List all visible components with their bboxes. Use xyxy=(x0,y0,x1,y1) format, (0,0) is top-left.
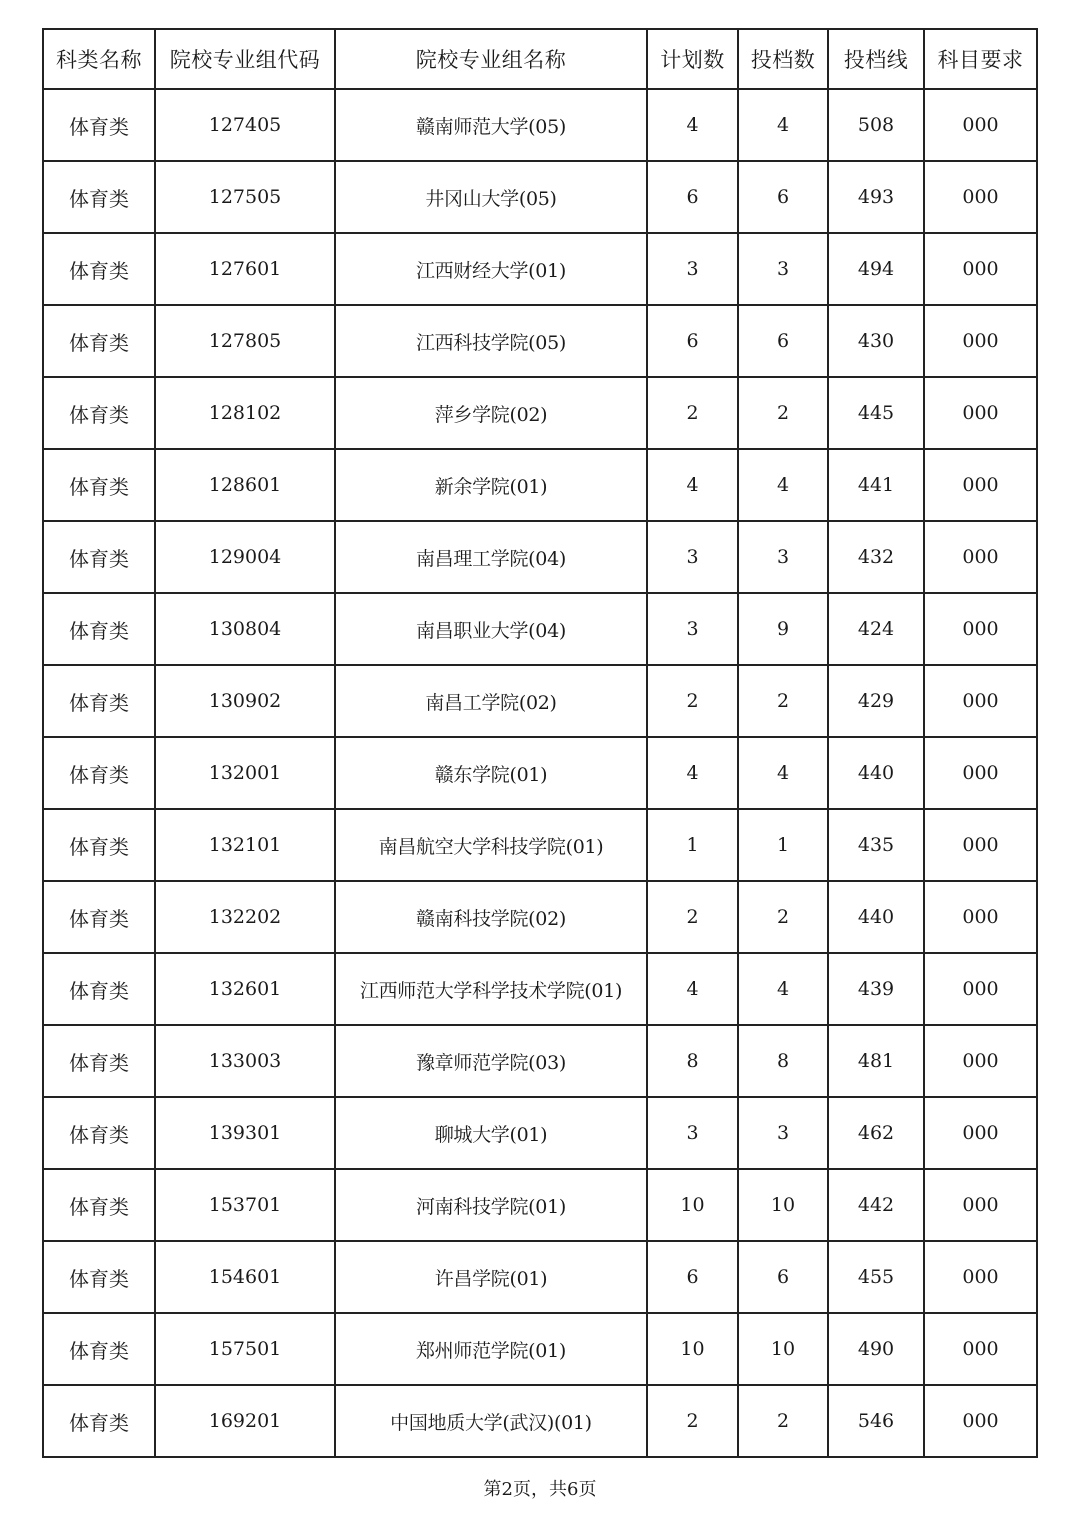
admit-score-cell: 435 xyxy=(828,809,924,881)
table-row xyxy=(43,881,1037,953)
category-cell: 体育类 xyxy=(43,89,155,161)
category-cell: 体育类 xyxy=(43,881,155,953)
group-name-cell: 赣东学院(01) xyxy=(335,737,647,809)
plan-count-cell: 3 xyxy=(647,593,738,665)
subject-req-cell: 000 xyxy=(924,161,1037,233)
admit-score-cell: 481 xyxy=(828,1025,924,1097)
group-name-cell: 江西师范大学科学技术学院(01) xyxy=(335,953,647,1025)
category-cell: 体育类 xyxy=(43,161,155,233)
category-cell: 体育类 xyxy=(43,1241,155,1313)
admit-count-cell: 10 xyxy=(738,1313,828,1385)
admit-score-cell: 546 xyxy=(828,1385,924,1457)
category-cell: 体育类 xyxy=(43,521,155,593)
admit-count-cell: 3 xyxy=(738,521,828,593)
admit-count-cell: 4 xyxy=(738,449,828,521)
page-footer: 第2页，共6页 xyxy=(483,1479,597,1500)
group-code-cell: 132202 xyxy=(155,881,335,953)
admit-score-cell: 490 xyxy=(828,1313,924,1385)
subject-req-cell: 000 xyxy=(924,305,1037,377)
table-row xyxy=(43,89,1037,161)
subject-req-cell: 000 xyxy=(924,953,1037,1025)
group-code-cell: 127805 xyxy=(155,305,335,377)
category-cell: 体育类 xyxy=(43,953,155,1025)
subject-req-cell: 000 xyxy=(924,737,1037,809)
group-name-cell: 江西科技学院(05) xyxy=(335,305,647,377)
group-code-cell: 130902 xyxy=(155,665,335,737)
admit-score-cell: 430 xyxy=(828,305,924,377)
admit-score-cell: 440 xyxy=(828,881,924,953)
admit-count-cell: 6 xyxy=(738,161,828,233)
admit-count-cell: 4 xyxy=(738,737,828,809)
subject-req-cell: 000 xyxy=(924,89,1037,161)
group-name-cell: 河南科技学院(01) xyxy=(335,1169,647,1241)
admit-count-cell: 2 xyxy=(738,665,828,737)
group-code-cell: 139301 xyxy=(155,1097,335,1169)
group-name-cell: 南昌航空大学科技学院(01) xyxy=(335,809,647,881)
table-row xyxy=(43,737,1037,809)
table-row xyxy=(43,1385,1037,1457)
admit-count-cell: 2 xyxy=(738,377,828,449)
plan-count-cell: 2 xyxy=(647,665,738,737)
table-row xyxy=(43,953,1037,1025)
admit-count-cell: 9 xyxy=(738,593,828,665)
category-cell: 体育类 xyxy=(43,593,155,665)
group-code-cell: 132001 xyxy=(155,737,335,809)
header-row xyxy=(43,29,1037,89)
plan-count-cell: 10 xyxy=(647,1313,738,1385)
group-name-cell: 赣南科技学院(02) xyxy=(335,881,647,953)
plan-count-cell: 10 xyxy=(647,1169,738,1241)
admit-count-cell: 4 xyxy=(738,953,828,1025)
plan-count-cell: 3 xyxy=(647,1097,738,1169)
subject-req-cell: 000 xyxy=(924,1313,1037,1385)
admit-count-cell: 2 xyxy=(738,881,828,953)
category-cell: 体育类 xyxy=(43,665,155,737)
admit-score-cell: 439 xyxy=(828,953,924,1025)
plan-count-cell: 4 xyxy=(647,449,738,521)
plan-count-cell: 4 xyxy=(647,89,738,161)
admit-score-cell: 508 xyxy=(828,89,924,161)
category-cell: 体育类 xyxy=(43,1097,155,1169)
plan-count-cell: 4 xyxy=(647,953,738,1025)
subject-req-cell: 000 xyxy=(924,1097,1037,1169)
subject-req-cell: 000 xyxy=(924,665,1037,737)
header-category: 科类名称 xyxy=(43,29,155,89)
group-name-cell: 许昌学院(01) xyxy=(335,1241,647,1313)
table-row xyxy=(43,305,1037,377)
table-body xyxy=(43,89,1037,1457)
admit-score-cell: 429 xyxy=(828,665,924,737)
group-code-cell: 130804 xyxy=(155,593,335,665)
admit-count-cell: 2 xyxy=(738,1385,828,1457)
header-subject-req: 科目要求 xyxy=(924,29,1037,89)
plan-count-cell: 3 xyxy=(647,233,738,305)
subject-req-cell: 000 xyxy=(924,377,1037,449)
subject-req-cell: 000 xyxy=(924,809,1037,881)
admit-score-cell: 441 xyxy=(828,449,924,521)
group-name-cell: 萍乡学院(02) xyxy=(335,377,647,449)
plan-count-cell: 3 xyxy=(647,521,738,593)
table-row xyxy=(43,809,1037,881)
table-row xyxy=(43,593,1037,665)
admit-score-cell: 455 xyxy=(828,1241,924,1313)
subject-req-cell: 000 xyxy=(924,1241,1037,1313)
admit-score-cell: 440 xyxy=(828,737,924,809)
group-name-cell: 井冈山大学(05) xyxy=(335,161,647,233)
plan-count-cell: 2 xyxy=(647,1385,738,1457)
category-cell: 体育类 xyxy=(43,1025,155,1097)
table-row xyxy=(43,1241,1037,1313)
group-code-cell: 129004 xyxy=(155,521,335,593)
category-cell: 体育类 xyxy=(43,1385,155,1457)
admit-score-cell: 442 xyxy=(828,1169,924,1241)
plan-count-cell: 2 xyxy=(647,881,738,953)
admit-count-cell: 8 xyxy=(738,1025,828,1097)
group-code-cell: 154601 xyxy=(155,1241,335,1313)
admit-score-cell: 445 xyxy=(828,377,924,449)
plan-count-cell: 4 xyxy=(647,737,738,809)
table-row xyxy=(43,1025,1037,1097)
subject-req-cell: 000 xyxy=(924,1385,1037,1457)
category-cell: 体育类 xyxy=(43,233,155,305)
group-code-cell: 133003 xyxy=(155,1025,335,1097)
group-code-cell: 127505 xyxy=(155,161,335,233)
category-cell: 体育类 xyxy=(43,305,155,377)
table-row xyxy=(43,665,1037,737)
admit-count-cell: 1 xyxy=(738,809,828,881)
header-group-name: 院校专业组名称 xyxy=(335,29,647,89)
table-row xyxy=(43,1097,1037,1169)
header-admit-count: 投档数 xyxy=(738,29,828,89)
group-code-cell: 132101 xyxy=(155,809,335,881)
plan-count-cell: 6 xyxy=(647,1241,738,1313)
category-cell: 体育类 xyxy=(43,377,155,449)
subject-req-cell: 000 xyxy=(924,593,1037,665)
plan-count-cell: 6 xyxy=(647,161,738,233)
group-code-cell: 157501 xyxy=(155,1313,335,1385)
header-group-code: 院校专业组代码 xyxy=(155,29,335,89)
category-cell: 体育类 xyxy=(43,809,155,881)
group-code-cell: 127405 xyxy=(155,89,335,161)
admit-count-cell: 6 xyxy=(738,1241,828,1313)
subject-req-cell: 000 xyxy=(924,881,1037,953)
table-row xyxy=(43,1313,1037,1385)
subject-req-cell: 000 xyxy=(924,233,1037,305)
group-code-cell: 128601 xyxy=(155,449,335,521)
plan-count-cell: 1 xyxy=(647,809,738,881)
group-name-cell: 赣南师范大学(05) xyxy=(335,89,647,161)
plan-count-cell: 6 xyxy=(647,305,738,377)
group-code-cell: 127601 xyxy=(155,233,335,305)
group-name-cell: 南昌工学院(02) xyxy=(335,665,647,737)
group-code-cell: 132601 xyxy=(155,953,335,1025)
admit-count-cell: 10 xyxy=(738,1169,828,1241)
table-row xyxy=(43,1169,1037,1241)
header-admit-score: 投档线 xyxy=(828,29,924,89)
group-name-cell: 中国地质大学(武汉)(01) xyxy=(335,1385,647,1457)
admit-score-cell: 424 xyxy=(828,593,924,665)
admit-count-cell: 3 xyxy=(738,1097,828,1169)
admit-score-cell: 493 xyxy=(828,161,924,233)
category-cell: 体育类 xyxy=(43,1169,155,1241)
table-row xyxy=(43,521,1037,593)
category-cell: 体育类 xyxy=(43,1313,155,1385)
group-name-cell: 新余学院(01) xyxy=(335,449,647,521)
category-cell: 体育类 xyxy=(43,449,155,521)
group-code-cell: 128102 xyxy=(155,377,335,449)
plan-count-cell: 2 xyxy=(647,377,738,449)
admit-score-cell: 494 xyxy=(828,233,924,305)
group-name-cell: 郑州师范学院(01) xyxy=(335,1313,647,1385)
admit-score-cell: 432 xyxy=(828,521,924,593)
group-code-cell: 153701 xyxy=(155,1169,335,1241)
plan-count-cell: 8 xyxy=(647,1025,738,1097)
group-name-cell: 聊城大学(01) xyxy=(335,1097,647,1169)
header-plan-count: 计划数 xyxy=(647,29,738,89)
subject-req-cell: 000 xyxy=(924,449,1037,521)
category-cell: 体育类 xyxy=(43,737,155,809)
table-row xyxy=(43,161,1037,233)
group-name-cell: 南昌职业大学(04) xyxy=(335,593,647,665)
table-row xyxy=(43,449,1037,521)
admit-score-cell: 462 xyxy=(828,1097,924,1169)
admit-count-cell: 3 xyxy=(738,233,828,305)
admit-count-cell: 6 xyxy=(738,305,828,377)
group-name-cell: 豫章师范学院(03) xyxy=(335,1025,647,1097)
admission-table xyxy=(42,28,1038,1458)
group-name-cell: 南昌理工学院(04) xyxy=(335,521,647,593)
subject-req-cell: 000 xyxy=(924,1169,1037,1241)
table-row xyxy=(43,233,1037,305)
admit-count-cell: 4 xyxy=(738,89,828,161)
group-name-cell: 江西财经大学(01) xyxy=(335,233,647,305)
group-code-cell: 169201 xyxy=(155,1385,335,1457)
subject-req-cell: 000 xyxy=(924,521,1037,593)
subject-req-cell: 000 xyxy=(924,1025,1037,1097)
table-row xyxy=(43,377,1037,449)
